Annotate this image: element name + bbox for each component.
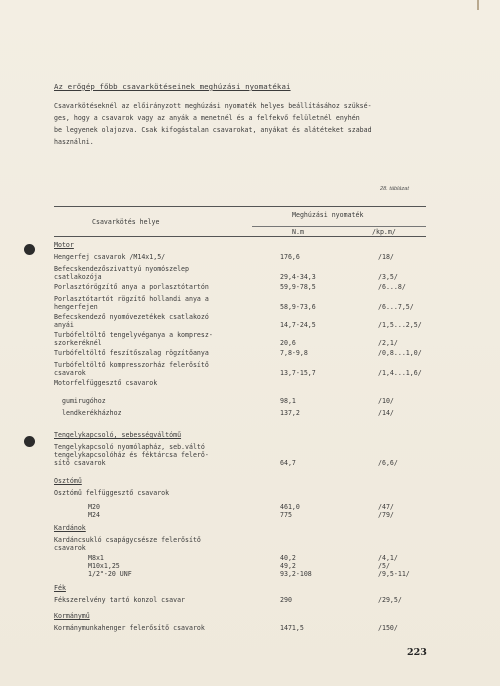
header-location: Csavarkötés helye: [92, 218, 160, 226]
row-label: M20 M24: [88, 503, 100, 519]
row-label: M8x1 M10x1,25 1/2"-20 UNF: [88, 554, 132, 578]
value-kpm: /6,6/: [378, 459, 398, 467]
row-label: Osztómű felfüggesztő csavarok: [54, 489, 170, 497]
punch-hole: [24, 244, 35, 255]
value-kpm: /0,8...1,0/: [378, 349, 422, 357]
table-top-rule: [54, 206, 426, 207]
section-heading: Osztómű: [54, 477, 82, 485]
row-label: Kormánymunkahenger felerősítő csavarok: [54, 624, 205, 632]
value-nm: 20,6: [280, 339, 296, 347]
row-label: Fékszerelvény tartó konzol csavar: [54, 596, 186, 604]
header-unit-nm: N.m: [292, 228, 304, 236]
value-kpm: /4,1/ /5/ /9,5-11/: [378, 554, 410, 578]
value-nm: 461,0 775: [280, 503, 300, 519]
section-heading: Tengelykapcsoló, sebességváltómű: [54, 431, 182, 439]
value-nm: 98,1: [280, 397, 296, 405]
value-kpm: /18/: [378, 253, 394, 261]
row-label: Turbófeltöltő feszítőszalag rögzítőanya: [54, 349, 209, 357]
row-label: Hengerfej csavarok /M14x1,5/: [54, 253, 166, 261]
section-heading: Kardánok: [54, 524, 86, 532]
value-nm: 40,2 49,2 93,2-108: [280, 554, 312, 578]
value-kpm: /3,5/: [378, 273, 398, 281]
header-unit-kpm: /kp.m/: [372, 228, 396, 236]
value-kpm: /150/: [378, 624, 398, 632]
value-kpm: /47/ /79/: [378, 503, 394, 519]
row-label: Befecskendező nyomóvezetékek csatlakozó anyái: [54, 313, 209, 329]
header-bottom-rule: [54, 236, 426, 237]
value-nm: 58,9-73,6: [280, 303, 316, 311]
header-torque: Meghúzási nyomaték: [292, 211, 364, 219]
value-nm: 29,4-34,3: [280, 273, 316, 281]
row-label: gumirugóhoz: [62, 397, 106, 405]
header-sub-rule: [252, 226, 426, 227]
row-label: Turbófeltöltő kompresszorház felerősítő csavarok: [54, 361, 209, 377]
value-nm: 290: [280, 596, 292, 604]
value-kpm: /6...7,5/: [378, 303, 414, 311]
value-nm: 13,7-15,7: [280, 369, 316, 377]
value-nm: 14,7-24,5: [280, 321, 316, 329]
page-edge-mark: [477, 0, 479, 10]
row-label: Kardáncsukló csapágycsésze felerősítő csavarok: [54, 536, 201, 552]
row-label: Porlasztórögzítő anya a porlasztótartón: [54, 283, 209, 291]
intro-paragraph: Csavarkötéseknél az előirányzott meghúzási nyomaték helyes beállításához szüksé- ges, hogy a csavarok vagy az anyák a menetnél és a felfekvő felületnél enyhén be legyenek olajozva. Csak kifogástalan csavarokat, anyákat és alátéteket szabad használni.: [54, 102, 372, 146]
value-nm: 64,7: [280, 459, 296, 467]
row-label: Porlasztótartót rögzítő hollandi anya a hengerfejen: [54, 295, 209, 311]
value-nm: 176,6: [280, 253, 300, 261]
value-nm: 59,9-78,5: [280, 283, 316, 291]
row-label: Tengelykapcsoló nyomólapház, seb.váltó tengelykapcsolóház és féktárcsa felerő- sítő csavarok: [54, 443, 209, 467]
value-kpm: /10/: [378, 397, 394, 405]
table-number: 28. táblázat: [380, 186, 409, 192]
row-label: Turbófeltöltő tengelyvéganya a kompresz- szorkeréknél: [54, 331, 213, 347]
value-kpm: /29,5/: [378, 596, 402, 604]
punch-hole: [24, 436, 35, 447]
value-kpm: /6...8/: [378, 283, 406, 291]
section-heading: Motor: [54, 241, 74, 249]
row-label: lendkerékházhoz: [62, 409, 122, 417]
value-kpm: /2,1/: [378, 339, 398, 347]
section-title: Az erőgép főbb csavarkötéseinek meghúzási nyomatékai: [54, 82, 291, 91]
section-heading: Fék: [54, 584, 66, 592]
value-nm: 7,8-9,8: [280, 349, 308, 357]
page-number: 223: [407, 647, 427, 658]
row-label: Motorfelfüggesztő csavarok: [54, 379, 158, 387]
section-heading: Kormánymű: [54, 612, 90, 620]
value-kpm: /1,4...1,6/: [378, 369, 422, 377]
value-nm: 1471,5: [280, 624, 304, 632]
row-label: Befecskendezőszivattyú nyomószelep csatlakozója: [54, 265, 189, 281]
value-kpm: /14/: [378, 409, 394, 417]
value-nm: 137,2: [280, 409, 300, 417]
value-kpm: /1,5...2,5/: [378, 321, 422, 329]
